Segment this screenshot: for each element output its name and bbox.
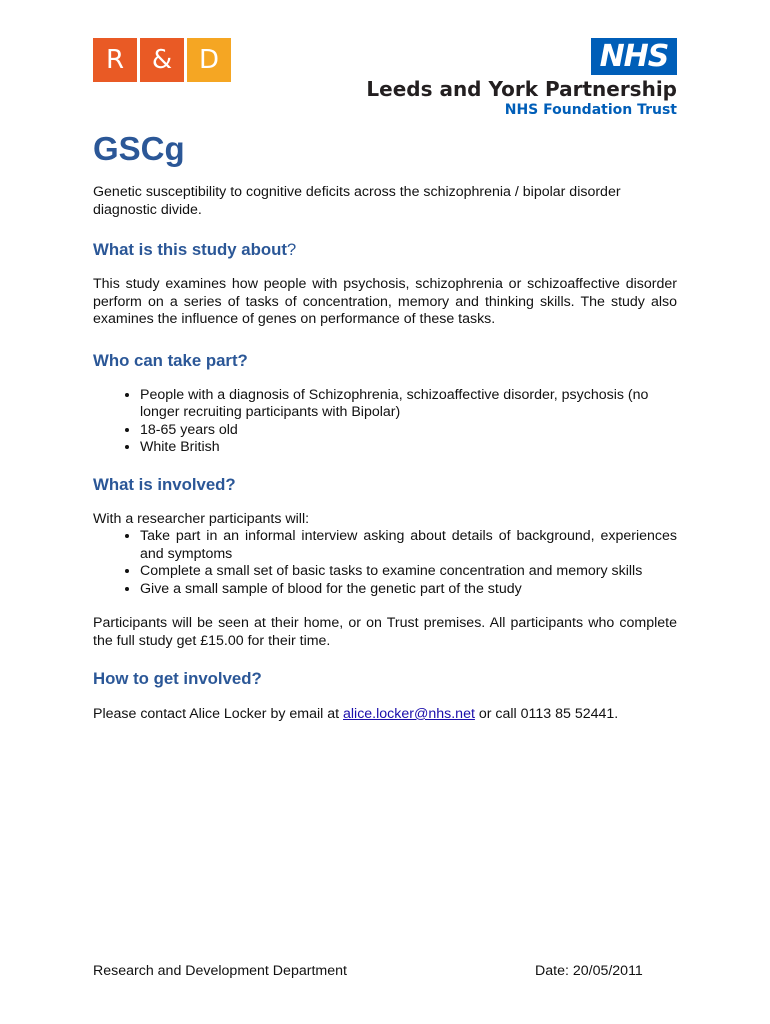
heading-about-suffix: ? [286, 240, 297, 259]
contact-pre: Please contact Alice Locker by email at [93, 706, 343, 722]
list-item: • 18-65 years old [140, 422, 677, 440]
how-body [93, 706, 677, 724]
footer-date: Date: 20/05/2011 [535, 963, 643, 979]
list-item: • Give a small sample of blood for the genetic part of the study [140, 581, 677, 599]
rd-logo-d: D [187, 38, 231, 82]
involved-intro: With a researcher participants will: [93, 510, 310, 527]
involved-list [93, 528, 677, 598]
document-body [93, 128, 677, 724]
study-subtitle: Genetic susceptibility to cognitive deficits across the schizophrenia / bipolar disorder diagnostic divide. [93, 184, 621, 218]
rd-logo-amp: & [140, 38, 184, 82]
nhs-logo: NHS [591, 38, 677, 75]
list-item: • Complete a small set of basic tasks to examine concentration and memory skills [140, 563, 677, 581]
heading-involved: What is involved? [93, 474, 236, 494]
who-list [93, 387, 677, 457]
rd-logo [93, 38, 231, 82]
heading-about-text: What is this study about [93, 240, 287, 259]
heading-who: Who can take part? [93, 350, 248, 370]
rd-logo-r: R [93, 38, 137, 82]
list-item: • People with a diagnosis of Schizophrenia, schizoaffective disorder, psychosis (no longer recruiting participants with Bipolar) [140, 387, 677, 422]
about-body: This study examines how people with psychosis, schizophrenia or schizoaffective disorder perform on a series of tasks of concentration, memory and thinking skills. The study also examines the influence of genes on performance of these tasks. [93, 276, 677, 327]
page-title: GSCg [93, 130, 185, 167]
list-item: • Take part in an informal interview asking about details of background, experiences and symptoms [140, 528, 677, 563]
contact-post: or call 0113 85 52441. [474, 706, 619, 722]
org-name: Leeds and York Partnership [366, 77, 677, 101]
email-link[interactable]: alice.locker@nhs.net [343, 706, 475, 722]
org-subtitle: NHS Foundation Trust [504, 102, 677, 118]
footer-department: Research and Development Department [93, 963, 347, 979]
heading-how: How to get involved? [93, 669, 262, 688]
involved-outro: Participants will be seen at their home, or on Trust premises. All participants who complete the full study get £15.00 for their time. [93, 615, 677, 649]
heading-about [93, 239, 677, 261]
list-item: • White British [140, 439, 677, 457]
